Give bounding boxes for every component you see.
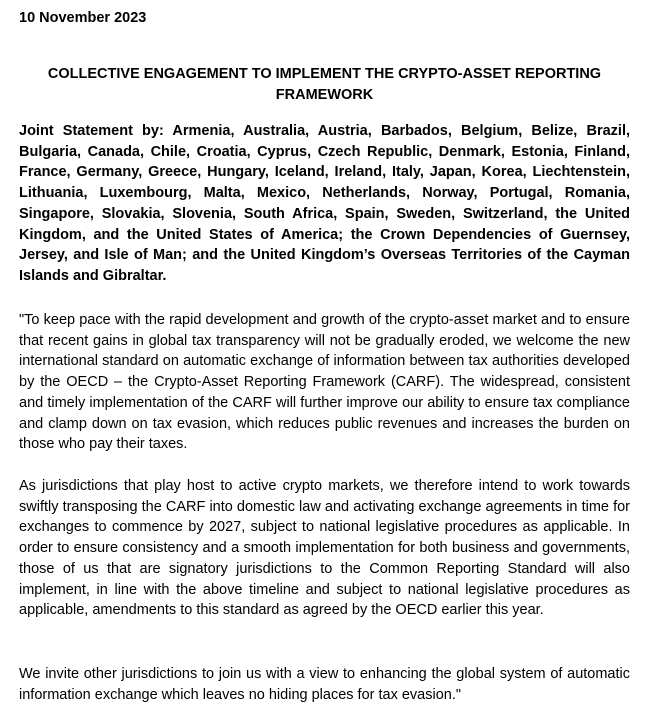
statement-paragraph-3: We invite other jurisdictions to join us with a view to enhancing the global system of automatic information exchange which leaves no hiding places for tax evasion." — [19, 666, 630, 703]
joint-statement-signatories: Joint Statement by: Armenia, Australia, Austria, Barbados, Belgium, Belize, Brazil, Bulgaria, Canada, Chile, Croatia, Cyprus, Czech Republic, Denmark, Estonia, Finland, France, Germany, Greece, Hungary, Iceland, Ireland, Italy, Japan, Korea, Liechtenstein, Lithuania, Luxembourg, Malta, Mexico, Netherlands, Norway, Portugal, Romania, Singapore, Slovakia, Slovenia, South Africa, Spain, Sweden, Switzerland, the United Kingdom, and the United States of America; the Crown Dependencies of Guernsey, Jersey, and Isle of Man; and the United Kingdom’s Overseas Territories of the Cayman Islands and Gibraltar. — [19, 123, 630, 284]
document-title: COLLECTIVE ENGAGEMENT TO IMPLEMENT THE CRYPTO-ASSET REPORTING FRAMEWORK — [47, 66, 602, 103]
statement-paragraph-2: As jurisdictions that play host to active crypto markets, we therefore intend to work towards swiftly transposing the CARF into domestic law and activating exchange agreements in time for exchanges to commence by 2027, subject to national legislative procedures as applicable. In order to ensure consistency and a smooth implementation for both business and governments, those of us that are signatory jurisdictions to the Common Reporting Standard will also implement, in line with the above timeline and subject to national legislative procedures as applicable, amendments to this standard as agreed by the OECD earlier this year. — [19, 478, 630, 619]
document-date: 10 November 2023 — [19, 10, 147, 26]
statement-paragraph-1: "To keep pace with the rapid development and growth of the crypto-asset market and to ensure that recent gains in global tax transparency will not be gradually eroded, we welcome the new international standard on automatic exchange of information between tax authorities developed by the OECD – the Crypto-Asset Reporting Framework (CARF). The widespread, consistent and timely implementation of the CARF will further improve our ability to ensure tax compliance and clamp down on tax evasion, which reduces public revenues and increases the burden on those who pay their taxes. — [19, 312, 630, 453]
